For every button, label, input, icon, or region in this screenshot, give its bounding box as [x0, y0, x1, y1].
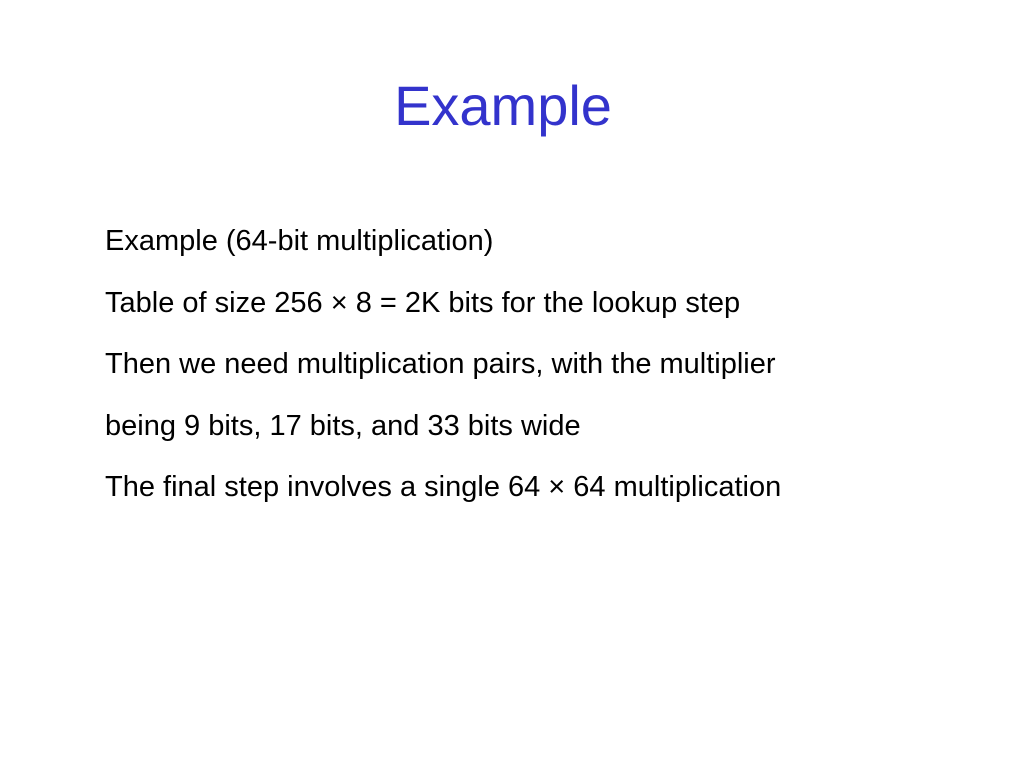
body-line: being 9 bits, 17 bits, and 33 bits wide: [105, 409, 581, 442]
body-line: Then we need multiplication pairs, with the multiplier: [105, 348, 776, 380]
body-line: Table of size 256 × 8 = 2K bits for the lookup step: [105, 286, 741, 319]
body-line: Example (64-bit multiplication): [105, 225, 494, 257]
slide-title: Example: [394, 74, 612, 137]
body-line: The final step involves a single 64 × 64 multiplication: [105, 471, 782, 503]
slide-body: [105, 221, 985, 529]
